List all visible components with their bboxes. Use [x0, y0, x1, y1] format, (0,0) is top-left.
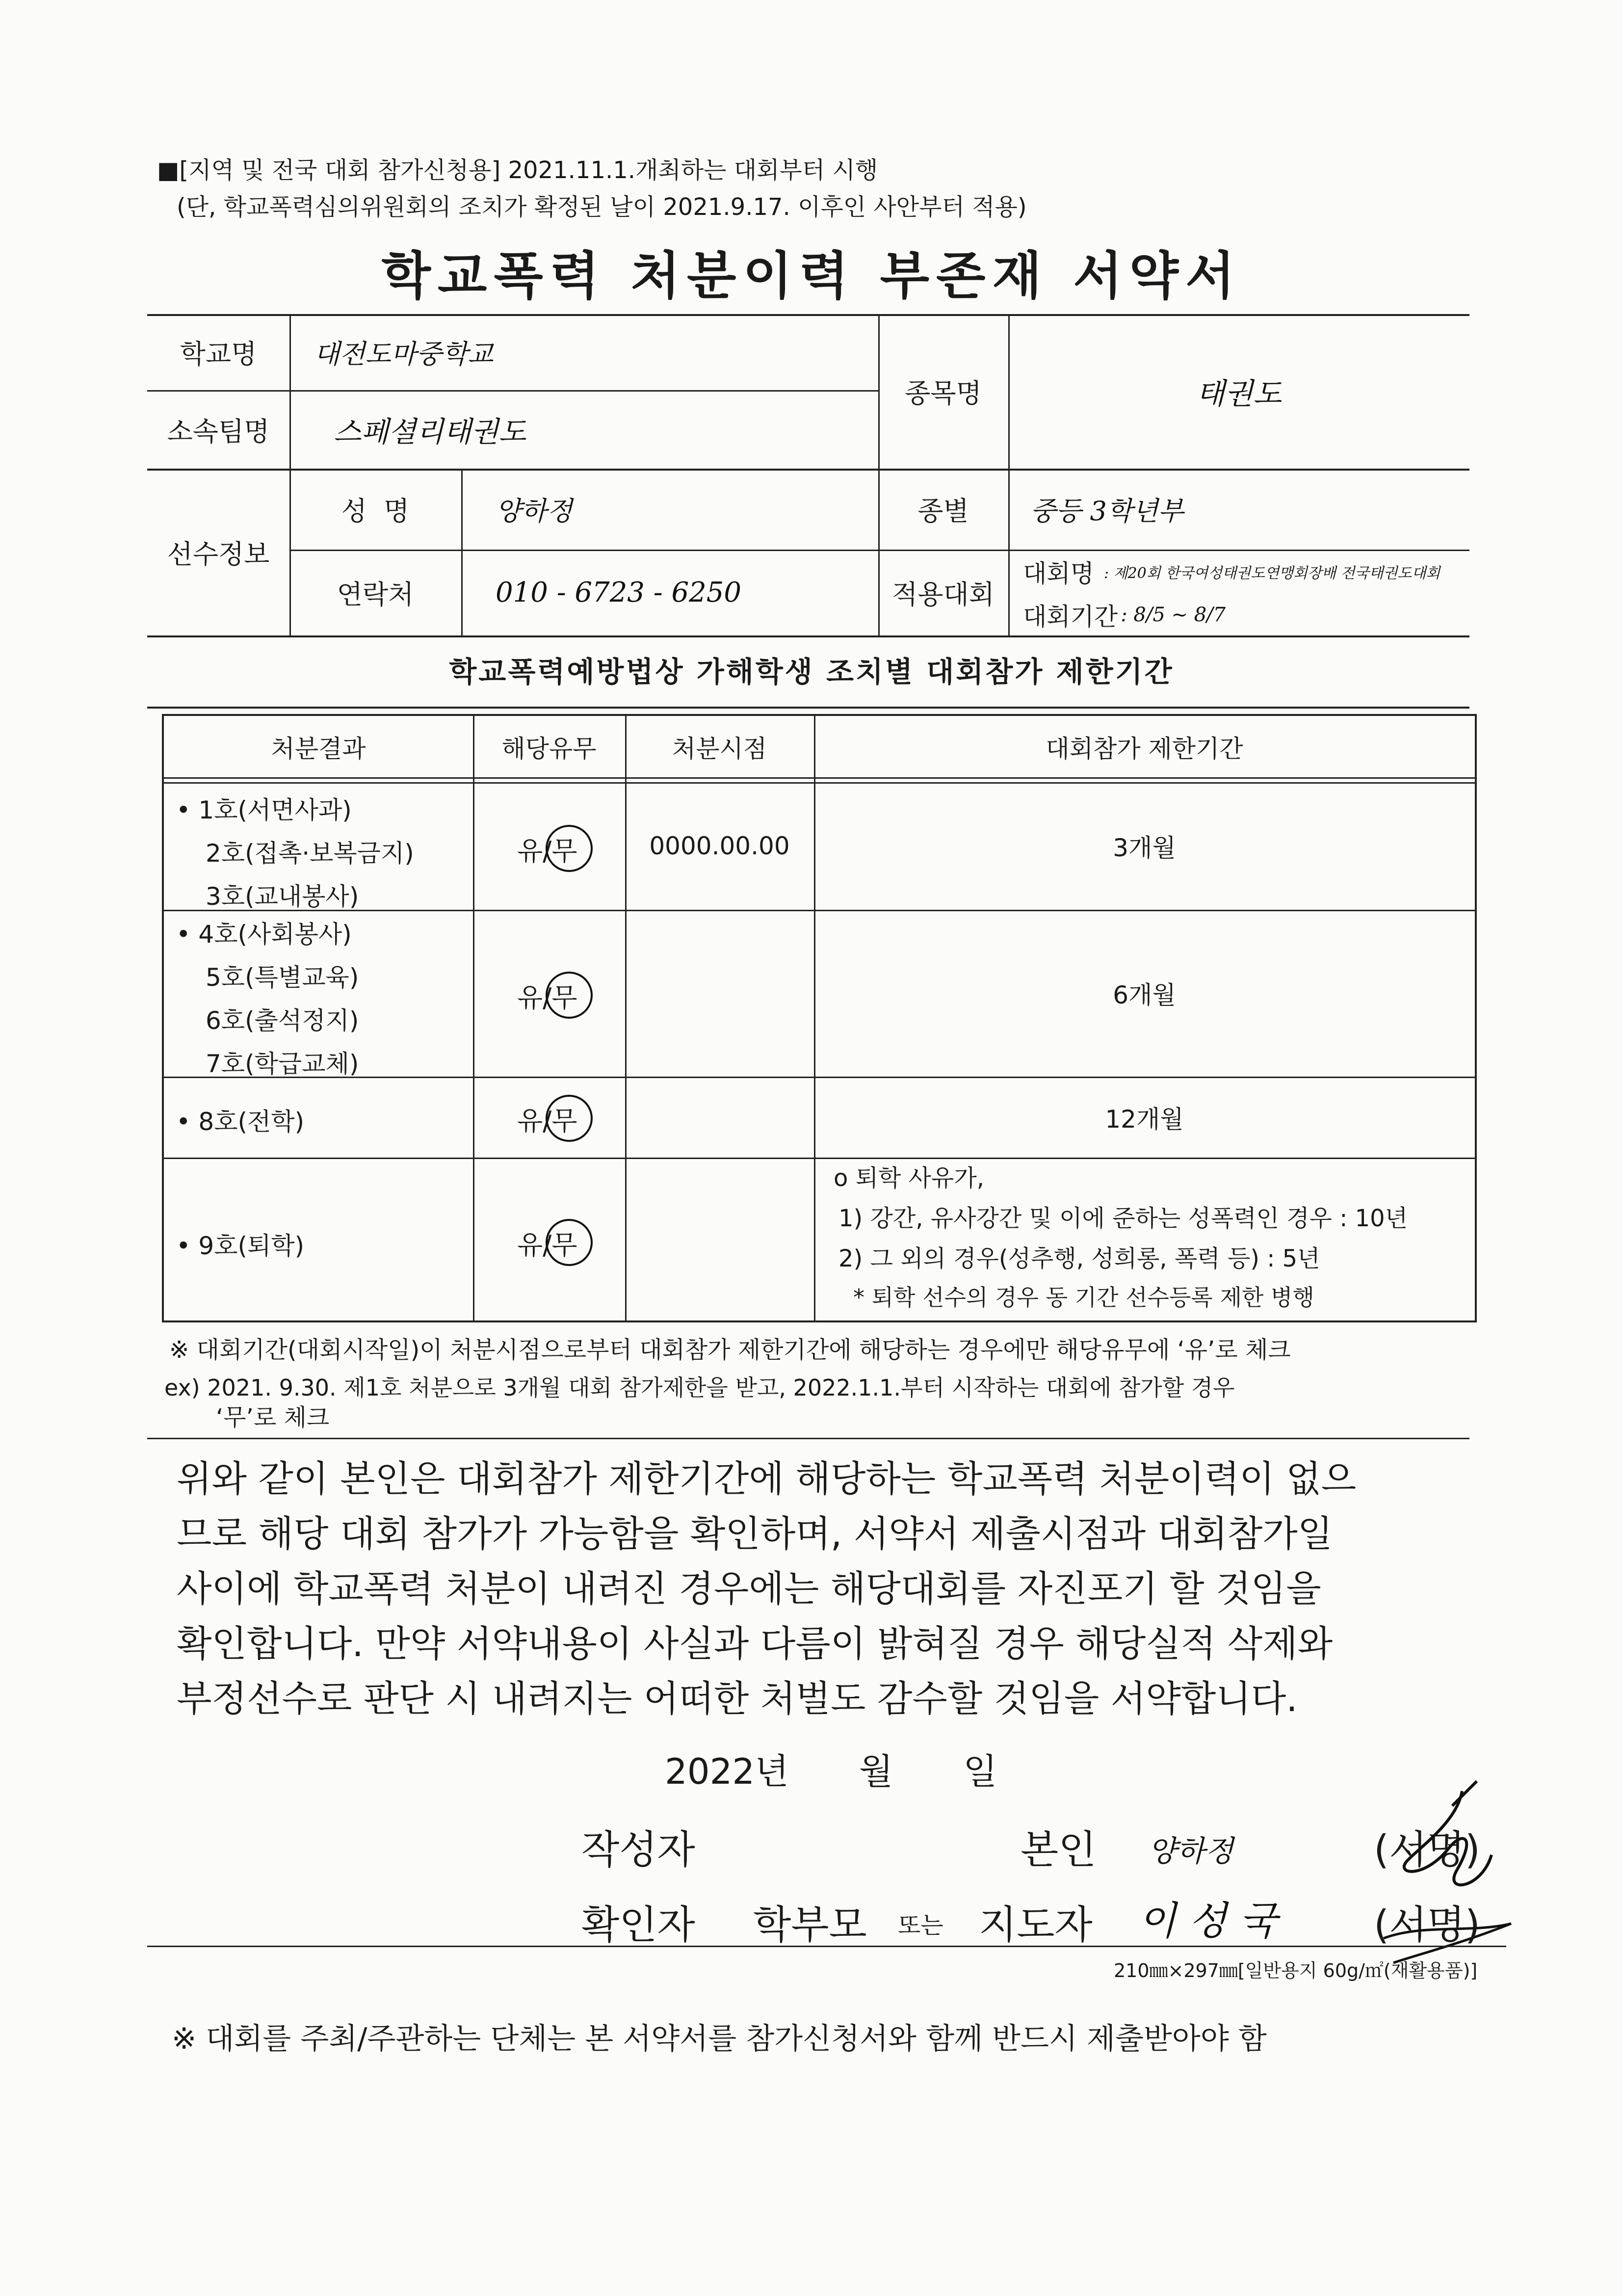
checkbox-row-3[interactable]: 유/무 — [517, 1106, 577, 1136]
coach-name: 이 성 국 — [1138, 1898, 1277, 1944]
coach-label: 지도자 — [979, 1902, 1093, 1948]
header-result: 처분결과 — [271, 734, 366, 763]
sign-mark-2: (서명) — [1374, 1902, 1480, 1948]
bottom-note: ※ 대회를 주최/주관하는 단체는 본 서약서를 참가신청서와 함께 반드시 제출받아야 함 — [172, 2022, 1267, 2056]
option-no: 무 — [551, 982, 577, 1013]
checkbox-row-2[interactable]: 유/무 — [517, 982, 577, 1013]
item-8: • 8호(전학) — [176, 1108, 305, 1136]
sport-value: 태권도 — [1196, 376, 1282, 411]
paper-spec: 210㎜×297㎜[일반용지 60g/㎡(재활용품)] — [1114, 1960, 1478, 1981]
restriction-period: 3개월 — [1113, 834, 1176, 862]
category-label: 종별 — [917, 496, 969, 527]
expulsion-note-2: 1) 강간, 유사강간 및 이에 준하는 성폭력인 경우 : 10년 — [838, 1205, 1408, 1232]
event-period-label: 대회기간 — [1023, 602, 1118, 631]
sign-mark: (서명) — [1374, 1827, 1480, 1873]
parent-label: 학부모 — [753, 1902, 867, 1948]
event-name-row — [1023, 550, 1465, 594]
event-name-label: 대회명 — [1023, 559, 1094, 588]
item-7: 7호(학급교체) — [206, 1050, 359, 1078]
contact-label: 연락처 — [337, 579, 414, 610]
applied-event-label: 적용대회 — [892, 579, 995, 610]
pledge-paragraph — [177, 1451, 1472, 1726]
header-applicable: 해당유무 — [501, 734, 597, 763]
expulsion-note-3: 2) 그 외의 경우(성추행, 성희롱, 폭력 등) : 5년 — [838, 1245, 1320, 1272]
self-label: 본인 — [1021, 1827, 1097, 1873]
expulsion-note-1: o 퇴학 사유가, — [834, 1164, 984, 1192]
option-yes: 유 — [517, 982, 543, 1013]
item-6: 6호(출석정지) — [206, 1006, 359, 1035]
date-month: 월 — [859, 1751, 893, 1792]
event-period-value: : 8/5 ~ 8/7 — [1121, 603, 1226, 626]
event-name-value: : 제20회 한국여성태권도연맹회장배 전국태권도대회 — [1103, 565, 1440, 582]
team-label: 소속팀명 — [167, 416, 270, 447]
restriction-period: 6개월 — [1113, 981, 1176, 1009]
name-value: 양하정 — [496, 496, 573, 527]
note-2: ex) 2021. 9.30. 제1호 처분으로 3개월 대회 참가제한을 받고, 2022.1.1.부터 시작하는 대회에 참가할 경우 — [164, 1374, 1235, 1401]
item-2: 2호(접촉·보복금지) — [206, 839, 414, 868]
pledge-line: 므로 해당 대회 참가가 가능함을 확인하며, 서약서 제출시점과 대회참가일 — [177, 1513, 1333, 1555]
expulsion-note-4: * 퇴학 선수의 경우 동 기간 선수등록 제한 병행 — [853, 1284, 1314, 1311]
category-value: 중등 3학년부 — [1030, 496, 1184, 527]
pledge-date — [665, 1743, 997, 1794]
event-period-row — [1023, 594, 1465, 635]
notice-line-2: (단, 학교폭력심의위원회의 조치가 확정된 날이 2021.9.17. 이후인 사안부터 적용) — [177, 193, 1027, 221]
item-5: 5호(특별교육) — [206, 963, 359, 992]
or-label: 또는 — [898, 1912, 943, 1939]
pledge-line: 부정선수로 판단 시 내려지는 어떠한 처벌도 감수할 것임을 서약합니다. — [177, 1678, 1298, 1720]
check-circle-mark — [546, 825, 593, 872]
check-circle-mark — [546, 1095, 593, 1142]
school-label: 학교명 — [180, 339, 257, 369]
school-value: 대전도마중학교 — [314, 339, 494, 369]
note-3: ‘무’로 체크 — [216, 1404, 330, 1431]
item-1: • 1호(서면사과) — [176, 796, 352, 824]
notice-line-1: ■[지역 및 전국 대회 참가신청용] 2021.11.1.개최하는 대회부터 시행 — [157, 157, 878, 184]
item-3: 3호(교내봉사) — [206, 882, 359, 911]
confirmer-label: 확인자 — [581, 1902, 695, 1948]
date-year: 2022년 — [665, 1751, 789, 1792]
player-info-label: 선수정보 — [167, 538, 270, 570]
option-yes: 유 — [517, 1106, 543, 1136]
document-title: 학교폭력 처분이력 부존재 서약서 — [381, 246, 1242, 306]
signature-scribble — [1364, 1776, 1541, 1982]
restriction-table — [162, 714, 1477, 1322]
header-period: 대회참가 제한기간 — [1046, 734, 1243, 763]
pledge-line: 확인합니다. 만약 서약내용이 사실과 다름이 밝혀질 경우 해당실적 삭제와 — [177, 1623, 1333, 1665]
option-yes: 유 — [517, 836, 543, 867]
option-no: 무 — [551, 1230, 577, 1261]
option-no: 무 — [551, 836, 577, 867]
self-name: 양하정 — [1148, 1834, 1233, 1869]
team-value: 스페셜리태권도 — [334, 415, 526, 449]
checkbox-row-4[interactable]: 유/무 — [517, 1230, 577, 1261]
pledge-line: 위와 같이 본인은 대회참가 제한기간에 해당하는 학교폭력 처분이력이 없으 — [177, 1458, 1357, 1500]
header-date: 처분시점 — [672, 734, 767, 763]
item-9: • 9호(퇴학) — [176, 1232, 305, 1260]
note-1: ※ 대회기간(대회시작일)이 처분시점으로부터 대회참가 제한기간에 해당하는 경우에만 해당유무에 ‘유’로 체크 — [169, 1336, 1291, 1364]
disposition-date: 0000.00.00 — [649, 832, 790, 860]
check-circle-mark — [546, 972, 593, 1019]
restriction-subtitle: 학교폭력예방법상 가해학생 조치별 대회참가 제한기간 — [449, 655, 1174, 688]
contact-value: 010 - 6723 - 6250 — [496, 577, 741, 608]
check-circle-mark — [546, 1219, 593, 1266]
sport-label: 종목명 — [905, 378, 982, 409]
option-yes: 유 — [517, 1230, 543, 1261]
restriction-period: 12개월 — [1105, 1105, 1184, 1134]
pledge-line: 사이에 학교폭력 처분이 내려진 경우에는 해당대회를 자진포기 할 것임을 — [177, 1568, 1321, 1610]
date-day: 일 — [963, 1751, 997, 1792]
item-4: • 4호(사회봉사) — [176, 920, 352, 949]
checkbox-row-1[interactable]: 유/무 — [517, 836, 577, 867]
option-no: 무 — [551, 1106, 577, 1136]
name-label: 성 명 — [341, 496, 410, 527]
writer-label: 작성자 — [581, 1827, 695, 1873]
